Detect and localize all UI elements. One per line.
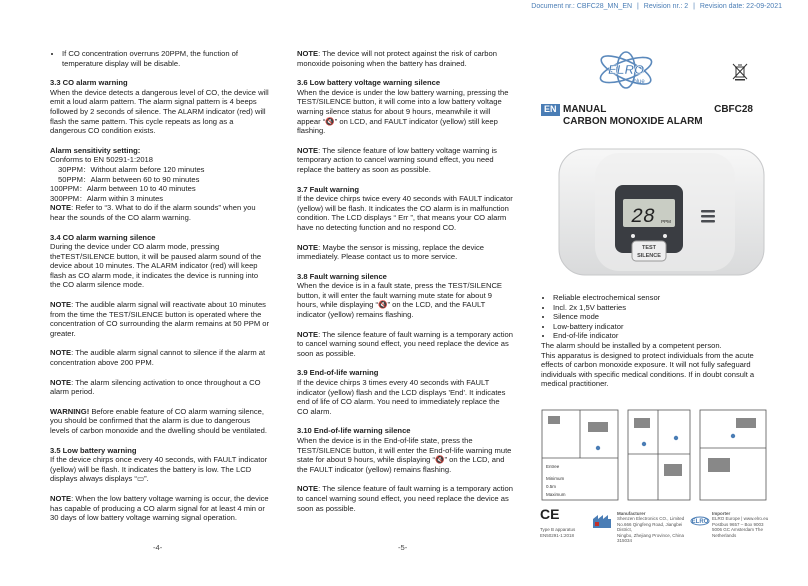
section-text: If the device chirps twice every 40 seconds with FAULT indicator (yellow) will be flash. It indicates the CO alarm is in malfunction condition. The LCD displays “ Err ”, that means your CO alarm have no detecting function and no respond CO. bbox=[297, 194, 513, 232]
right-column bbox=[541, 293, 769, 389]
manufacturer-icon bbox=[592, 513, 612, 529]
page-number-left: -4- bbox=[153, 543, 163, 552]
section-3-9 bbox=[297, 368, 513, 416]
manual-title: MANUAL bbox=[563, 104, 607, 115]
svg-text:28: 28 bbox=[630, 206, 656, 229]
svg-text:SILENCE: SILENCE bbox=[637, 253, 661, 259]
elro-logo bbox=[595, 50, 657, 90]
feature-item: • End-of-life indicator bbox=[553, 331, 769, 341]
language-badge: EN bbox=[541, 104, 560, 116]
section-3-5 bbox=[50, 446, 270, 484]
sensitivity-line: 100PPM：Alarm between 10 to 40 minutes bbox=[50, 184, 196, 194]
svg-text:Entree: Entree bbox=[546, 464, 560, 469]
section-text: During the device under CO alarm mode, pressing theTEST/SILENCE button, it will be paused alarm sound of the device about 10 minutes. The ALARM indicator (red) will keep flash as CO alarm mode, it indicates the device is running into the CO alarm silence mode. bbox=[50, 242, 262, 290]
product-title: CARBON MONOXIDE ALARM bbox=[563, 116, 703, 127]
floor-plan-diagrams bbox=[540, 408, 770, 503]
note: NOTE: The audible alarm signal cannot to silence if the alarm at concentration above 200 PPM. bbox=[50, 348, 266, 368]
svg-text:blue: blue bbox=[633, 79, 645, 85]
install-text: The alarm should be installed by a competent person. bbox=[541, 340, 722, 350]
sensitivity-conforms: Conforms to EN 50291-1:2018 bbox=[50, 155, 153, 165]
section-text: When the device is in a fault state, press the TEST/SILENCE button, it will enter the fault warning mute state for about 9 hours, while displaying “🔇” on the LCD, and the FAULT indicator (yellow) remains flashing. bbox=[297, 281, 502, 320]
section-text: When the device is in the End-of-life state, press the TEST/SILENCE button, it will enter the End-of-life warning mute state for about 9 hours, while displaying “🔇” on the LCD, and the FAULT indicator (yellow) remains flashing. bbox=[297, 436, 512, 474]
importer-logo-icon bbox=[690, 513, 710, 529]
svg-text:Minimum: Minimum bbox=[546, 476, 565, 481]
revision-number: Revision nr.: 2 bbox=[643, 3, 689, 10]
note: NOTE: The silence feature of fault warning is a temporary action to cancel warning sound effect, you need replace the device as soon as possible. bbox=[297, 329, 513, 358]
revision-date: Revision date: 22-09-2021 bbox=[699, 3, 782, 10]
svg-text:Maximum: Maximum bbox=[546, 492, 566, 497]
section-text: If the device chirps 3 times every 40 seconds with FAULT indicator (yellow) flash and the LCD displays 'End'. It indicates end of life of CO alarm. You need to immediately replace the CO alarm. bbox=[297, 378, 506, 416]
warning-note: WARNING! Before enable feature of CO alarm warning silence, you should be confirmed that the alarm is due to dangerous levels of carbon monoxide and the dwelling should be ventilated. bbox=[50, 406, 267, 435]
section-3-10 bbox=[297, 426, 513, 474]
section-3-6 bbox=[297, 78, 513, 136]
section-heading: 3.7 Fault warning bbox=[297, 184, 360, 194]
weee-crossed-bin-icon bbox=[730, 63, 750, 81]
sensitivity-heading: Alarm sensitivity setting: bbox=[50, 145, 141, 155]
section-text: When the device detects a dangerous level of CO, the device will emit a loud alarm pattern. The alarm signal pattern is 4 beeps followed by 2 seconds of silence. The ALARM indicator (red) will flash the same pattern. This cycle repeats as long as a dangerous CO condition exists. bbox=[50, 87, 269, 136]
note: NOTE: The silence feature of fault warning is a temporary action to cancel warning sound effect, you need replace the device as soon as possible. bbox=[297, 484, 513, 513]
section-text: When the device is under the low battery warning, pressing the TEST/SILENCE button, it will come into a low battery voltage warning silence status for about 9 hours, meanwhile it will appear “🔇” on LCD, and FAULT indicator (yellow) still keep flashing. bbox=[297, 87, 509, 136]
alarm-sensitivity bbox=[50, 146, 270, 223]
ce-mark: CE bbox=[540, 506, 560, 522]
svg-text:0.5m: 0.5m bbox=[546, 484, 557, 489]
note: NOTE: When the low battery voltage warning is occur, the device has capable of producing a CO alarm signal for at least 4 min or 30 days of low battery voltage warning signal operation. bbox=[50, 493, 269, 523]
note: NOTE: The device will not protect against the risk of carbon monoxide poisoning when the battery has drained. bbox=[297, 49, 497, 68]
section-heading: 3.10 End-of-life warning silence bbox=[297, 426, 411, 436]
section-heading: 3.9 End-of-life warning bbox=[297, 368, 379, 378]
page-header bbox=[528, 2, 782, 12]
en-standard: EN50291-1:2018 bbox=[540, 533, 575, 538]
doc-number: Document nr.: CBFC28_MN_EN bbox=[531, 3, 633, 10]
section-heading: 3.3 CO alarm warning bbox=[50, 78, 128, 88]
note: NOTE: The audible alarm signal will reactivate about 10 minutes from the time the TEST/SILENCE button is operated where the concentration of CO surrounding the alarm remains at 50 PPM or greater. bbox=[50, 300, 270, 338]
svg-text:ELRO: ELRO bbox=[691, 519, 709, 525]
section-heading: 3.6 Low battery voltage warning silence bbox=[297, 78, 441, 88]
svg-text:PPM: PPM bbox=[661, 219, 671, 224]
svg-text:ELRO: ELRO bbox=[607, 62, 645, 77]
feature-item: • Low-battery indicator bbox=[553, 322, 769, 332]
sensitivity-line: 50PPM：Alarm between 60 to 90 minutes bbox=[58, 174, 200, 184]
note: NOTE: The silence feature of low battery voltage warning is temporary action to cancel warning sound effect, you need replace the battery as soon as possible. bbox=[297, 145, 497, 174]
svg-text:TEST: TEST bbox=[641, 245, 657, 251]
model-number: CBFC28 bbox=[714, 104, 753, 115]
section-heading: 3.4 CO alarm warning silence bbox=[50, 232, 156, 242]
note: NOTE: The alarm silencing activation to once throughout a CO alarm period. bbox=[50, 377, 261, 397]
feature-item: • Reliable electrochemical sensor bbox=[553, 293, 769, 303]
section-heading: 3.5 Low battery warning bbox=[50, 445, 137, 455]
feature-item: • Incl. 2x 1,5V batteries bbox=[553, 303, 769, 313]
section-3-3 bbox=[50, 78, 270, 136]
note-refer: NOTE: Refer to “3. What to do if the alarm sounds” when you hear the sounds of the CO alarm warning. bbox=[50, 203, 256, 222]
type-b-label: Type B apparatus bbox=[540, 527, 576, 532]
page-number-right: -5- bbox=[398, 543, 408, 552]
header-separator: | bbox=[637, 3, 639, 10]
section-text: If the device chirps once every 40 seconds, with FAULT indicator (yellow) will be flash. It indicates the battery is low. The LCD displays always displays “▭”. bbox=[50, 455, 268, 484]
sensitivity-line: 30PPM：Without alarm before 120 minutes bbox=[58, 164, 205, 174]
purpose-text: This apparatus is designed to protect individuals from the acute effects of carbon monoxide exposure. It will not fully safeguard individuals with specific medical conditions. If in doubt consult a medical practitioner. bbox=[541, 350, 755, 389]
note: NOTE: Maybe the sensor is missing, replace the device immediately. Please contact us to more service. bbox=[297, 242, 484, 262]
section-heading: 3.8 Fault warning silence bbox=[297, 271, 387, 281]
co-overrun-bullet: • If CO concentration overruns 20PPM, the function of temperature display will be disable. bbox=[62, 49, 270, 68]
header-separator: | bbox=[693, 3, 695, 10]
manufacturer-info: Manufacturer Shenzen Electronics CO., Limited No.666 Qingfeng Road, Jiangbei District, Ningbo, Zhejiang Province, China 315034 bbox=[617, 511, 685, 544]
importer-info: Importer ELRO Europe | www.elro.eu Postbus 9657 – Box 9003 5006 GC Amsterdam The Netherlands bbox=[712, 511, 769, 538]
sensitivity-line: 300PPM：Alarm within 3 minutes bbox=[50, 193, 164, 203]
middle-column bbox=[297, 49, 513, 523]
section-3-7 bbox=[297, 185, 513, 233]
co-alarm-device-image bbox=[555, 145, 770, 280]
regulatory-footer bbox=[540, 506, 770, 546]
section-3-8 bbox=[297, 272, 513, 320]
feature-item: • Silence mode bbox=[553, 312, 769, 322]
section-3-4 bbox=[50, 233, 270, 291]
left-column bbox=[50, 49, 270, 533]
